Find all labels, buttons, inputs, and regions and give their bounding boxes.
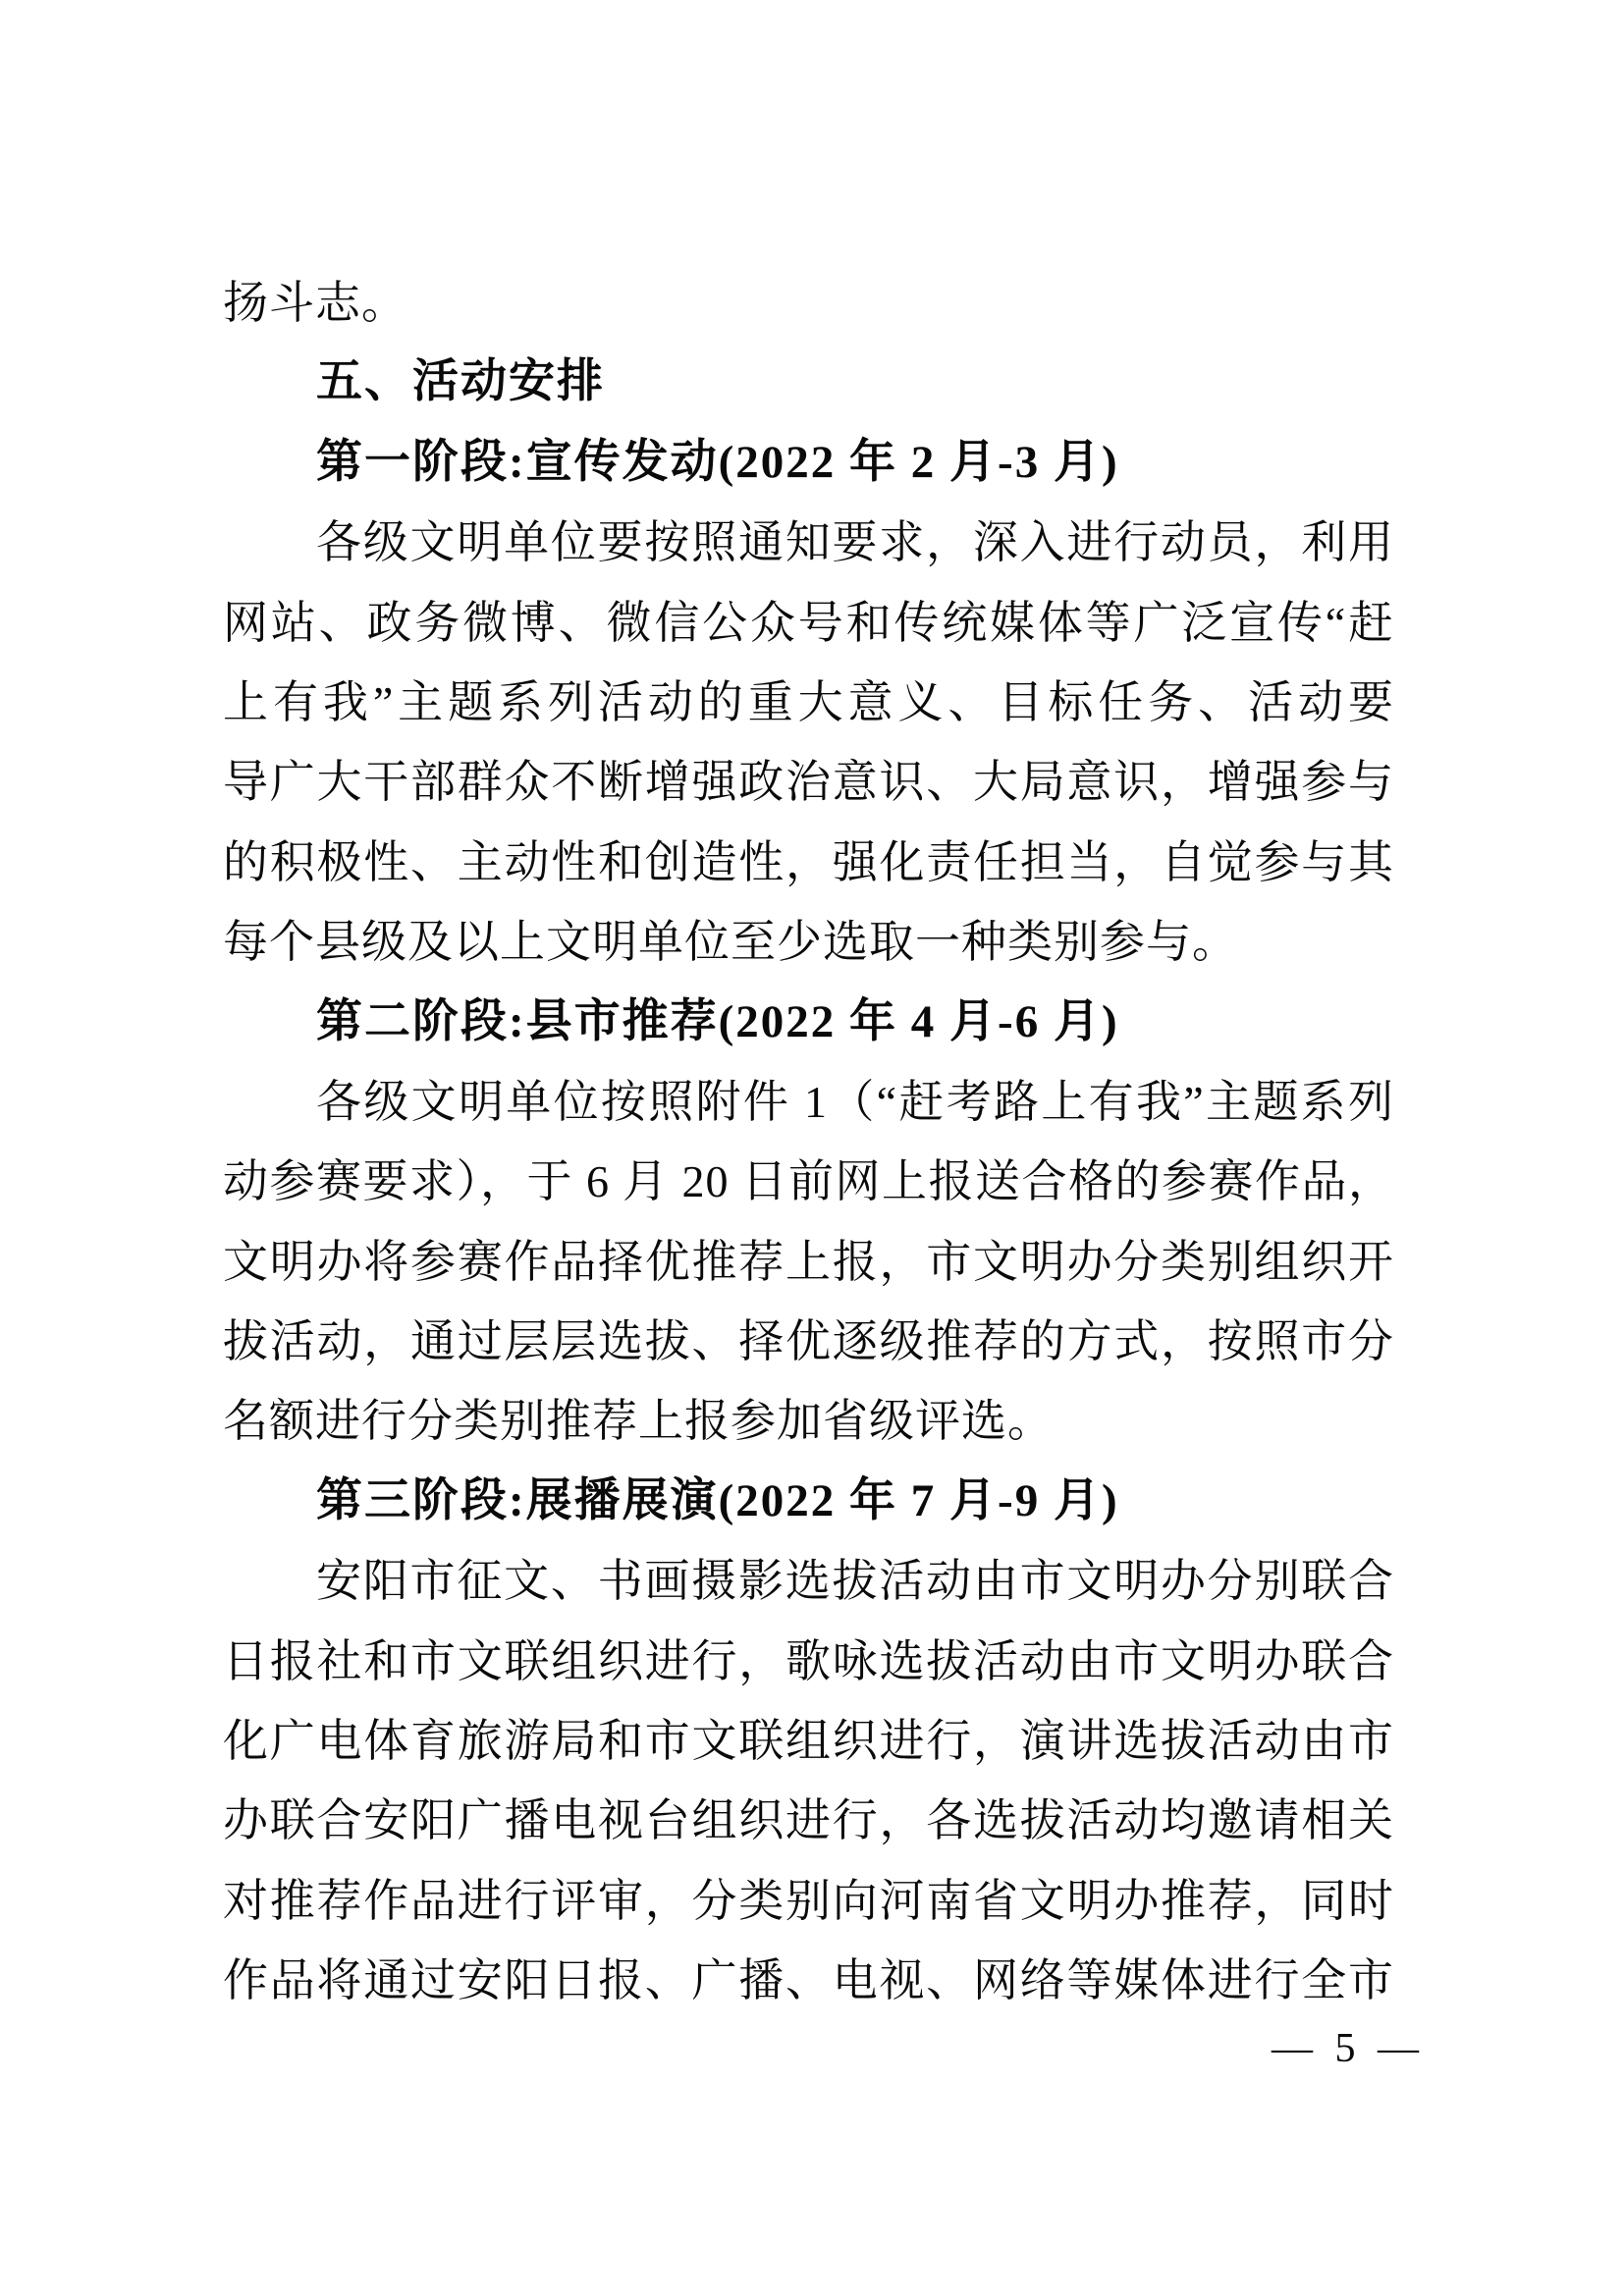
text-line: 作品将通过安阳日报、广播、电视、网络等媒体进行全市 <box>223 1955 1394 2006</box>
section-heading: 五、活动安排 <box>316 356 605 408</box>
text-line: 各级文明单位要按照通知要求，深入进行动员，利用 <box>316 517 1394 568</box>
text-line: 的积极性、主动性和创造性，强化责任担当，自觉参与其 <box>223 836 1394 887</box>
text-line: 动参赛要求），于 6 月 20 日前网上报送合格的参赛作品， <box>223 1156 1394 1207</box>
stage-1-heading: 第一阶段:宣传发动(2022 年 2 月-3 月) <box>316 436 1119 488</box>
text-line: 对推荐作品进行评审，分类别向河南省文明办推荐，同时 <box>223 1875 1394 1926</box>
text-line: 导广大干部群众不断增强政治意识、大局意识，增强参与 <box>223 757 1394 808</box>
text-line: 化广电体育旅游局和市文联组织进行，演讲选拔活动由市 <box>223 1716 1394 1767</box>
text-line: 各级文明单位按照附件 1（“赶考路上有我”主题系列 <box>316 1076 1394 1127</box>
text-line: 网站、政务微博、微信公众号和传统媒体等广泛宣传“赶 <box>223 597 1394 648</box>
stage-2-heading: 第二阶段:县市推荐(2022 年 4 月-6 月) <box>316 995 1119 1047</box>
text-line: 拔活动，通过层层选拔、择优逐级推荐的方式，按照市分 <box>223 1316 1394 1367</box>
page-number: — 5 — <box>1272 2026 1425 2071</box>
text-line: 日报社和市文联组织进行，歌咏选拔活动由市文明办联合 <box>223 1635 1394 1686</box>
stage-3-heading: 第三阶段:展播展演(2022 年 7 月-9 月) <box>316 1474 1119 1526</box>
text-line: 每个县级及以上文明单位至少选取一种类别参与。 <box>223 917 1238 968</box>
text-line: 上有我”主题系列活动的重大意义、目标任务、活动要 <box>223 676 1394 727</box>
text-line: 名额进行分类别推荐上报参加省级评选。 <box>223 1396 1054 1447</box>
text-line: 办联合安阳广播电视台组织进行，各选拔活动均邀请相关 <box>223 1795 1394 1846</box>
document-body <box>223 263 1394 2021</box>
text-line: 安阳市征文、书画摄影选拔活动由市文明办分别联合 <box>316 1556 1394 1607</box>
text-line: 文明办将参赛作品择优推荐上报，市文明办分类别组织开 <box>223 1236 1394 1287</box>
text-line: 扬斗志。 <box>223 278 407 328</box>
